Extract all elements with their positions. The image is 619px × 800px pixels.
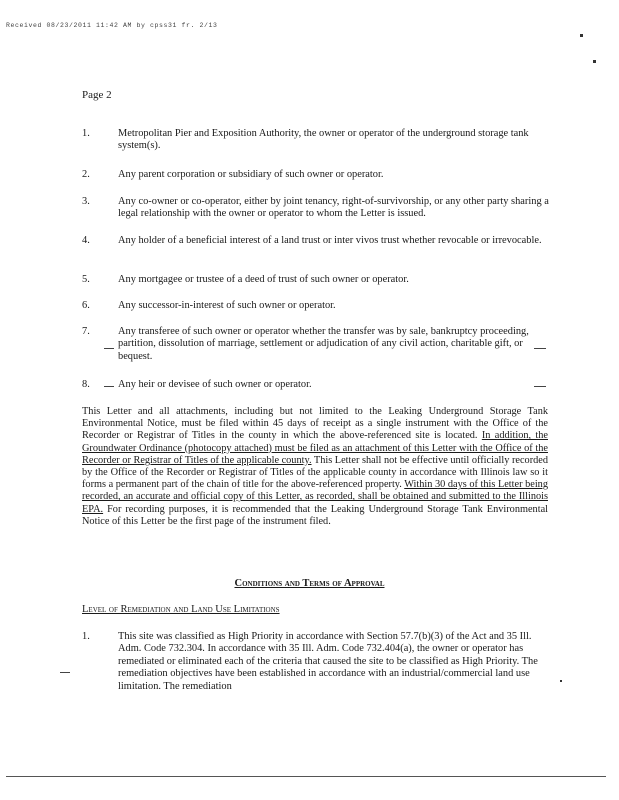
list-item-text: Any heir or devisee of such owner or operator. [118, 379, 312, 390]
margin-mark [60, 672, 70, 673]
paragraph-underlined-text: Within 30 days of this Letter being recorded, an accurate and official copy of this Letter, as recorded, shall be obtained and submitted to the Illinois EPA. [82, 479, 548, 515]
paragraph-text: This Letter shall not be effective until officially recorded by the Office of the Recorder or Registrar of Titles of the applicable county in accordance with Illinois law so it forms a permanent part of the chain of title for the above-referenced property. [82, 454, 548, 491]
list-item-text: Any successor-in-interest of such owner or operator. [118, 300, 336, 311]
list-item-text: This site was classified as High Priority in accordance with Section 57.7(b)(3) of the Act and 35 Ill. Adm. Code 732.304. In accordance with 35 Ill. Adm. Code 732.404(a), the owner or operator has remediated or eliminated each of the criteria that caused the site to be classified as High Priority. The remediation objectives have been established in accordance with an industrial/commercial land use limitation. The remediation [118, 631, 538, 692]
list-item-number: 5. [82, 274, 90, 285]
list-item-number: 7. [82, 326, 90, 337]
list-item-number: 1. [82, 128, 90, 139]
list-item-number: 8. [82, 379, 90, 390]
fax-header: Received 08/23/2011 11:42 AM by cpss31 fr. 2/13 [6, 22, 218, 29]
list-item-text: Any mortgagee or trustee of a deed of trust of such owner or operator. [118, 274, 409, 285]
recording-instructions-paragraph [82, 406, 548, 528]
list-item-text: Any co-owner or co-operator, either by joint tenancy, right-of-survivorship, or any other party sharing a legal relationship with the owner or operator to whom the Letter is issued. [118, 196, 549, 220]
paragraph-text: For recording purposes, it is recommended that the Leaking Underground Storage Tank Environmental Notice of this Letter be the first page of the instrument filed. [82, 503, 548, 527]
scan-mark [593, 60, 596, 63]
paragraph-text: This Letter and all attachments, including but not limited to the Leaking Underground Storage Tank Environmental Notice, must be filed within 45 days of receipt as a single instrument with the Office of the Recorder or Registrar of Titles in the county in which the above-referenced site is located. [82, 406, 548, 442]
page-label: Page 2 [82, 89, 112, 101]
list-item-text: Any transferee of such owner or operator whether the transfer was by sale, bankruptcy proceeding, partition, dissolution of marriage, settlement or adjudication of any civil action, charitable gift, or bequest. [118, 326, 529, 362]
list-item-text: Any holder of a beneficial interest of a land trust or inter vivos trust whether revocable or irrevocable. [118, 235, 542, 246]
list-item-number: 4. [82, 235, 90, 246]
list-item-number: 2. [82, 169, 90, 180]
list-item-text: Any parent corporation or subsidiary of such owner or operator. [118, 169, 384, 180]
sub-heading: Level of Remediation and Land Use Limitations [82, 604, 280, 615]
scan-mark [560, 680, 562, 682]
list-item-number: 3. [82, 196, 90, 207]
paragraph-underlined-text: In addition, the Groundwater Ordinance (photocopy attached) must be filed as an attachment of this Letter with the Office of the Recorder or Registrar of Titles of the applicable county. [82, 430, 548, 466]
list-item-number: 6. [82, 300, 90, 311]
margin-mark [104, 348, 114, 349]
list-item-text: Metropolitan Pier and Exposition Authority, the owner or operator of the underground storage tank system(s). [118, 128, 529, 152]
scan-bottom-line [6, 776, 606, 777]
scan-mark [580, 34, 583, 37]
section-heading: Conditions and Terms of Approval [234, 578, 385, 589]
list-item-number: 1. [82, 631, 90, 642]
